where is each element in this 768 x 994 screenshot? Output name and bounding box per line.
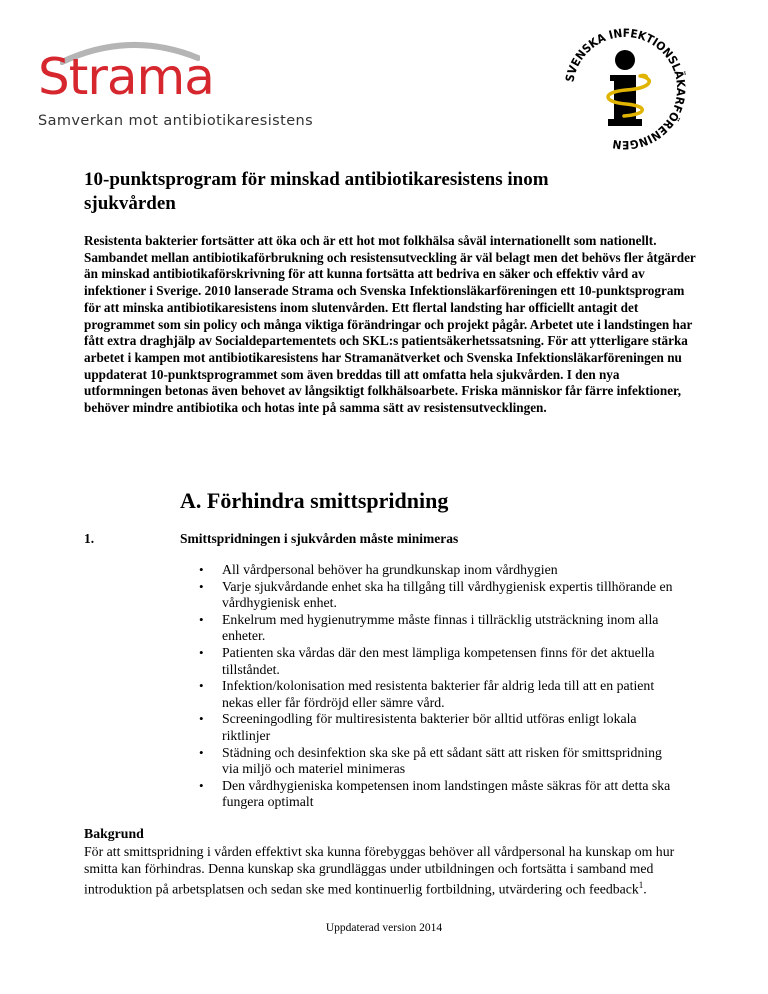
list-item bbox=[199, 644, 682, 678]
document-title: 10-punktsprogram för minskad antibiotikaresistens inom sjukvården bbox=[84, 169, 549, 214]
list-item bbox=[199, 562, 682, 579]
page-footer: Uppdaterad version 2014 bbox=[325, 922, 443, 934]
strama-logo-text: Strama bbox=[38, 48, 214, 106]
bullet-icon: • bbox=[199, 644, 204, 660]
point-title: Smittspridningen i sjukvården måste minimeras bbox=[180, 531, 459, 546]
footnote-reference[interactable]: 1 bbox=[638, 880, 644, 890]
list-item bbox=[199, 611, 682, 645]
bullet-icon: • bbox=[199, 678, 204, 694]
bullet-icon: • bbox=[199, 578, 204, 594]
point-number: 1. bbox=[84, 531, 95, 546]
bullet-text: Den vårdhygieniska kompetensen inom landstingen måste säkras för att detta ska fungera optimalt bbox=[222, 777, 671, 810]
bullet-icon: • bbox=[199, 562, 204, 577]
bullet-text: Varje sjukvårdande enhet ska ha tillgång till vårdhygienisk expertis tillhörande en vårdhygienisk enhet. bbox=[222, 578, 673, 611]
bullet-text: Patienten ska vårdas där den mest lämpliga kompetensen finns för det aktuella tillståndet. bbox=[222, 644, 655, 677]
bullet-text: Enkelrum med hygienutrymme måste finnas i tillräcklig utsträckning inom alla enheter. bbox=[222, 611, 659, 644]
list-item bbox=[199, 578, 682, 612]
bullet-text: All vårdpersonal behöver ha grundkunskap inom vårdhygien bbox=[222, 562, 558, 577]
bullet-icon: • bbox=[199, 711, 204, 727]
strama-tagline: Samverkan mot antibiotikaresistens bbox=[38, 113, 314, 129]
intro-paragraph: Resistenta bakterier fortsätter att öka och är ett hot mot folkhälsa såväl internationellt som nationellt. Sambandet mellan antibiotikaförbrukning och resistensutveckling är väl belagt men det behövs fler åtgärder än minskad antibiotikaförskrivning för att kunna fortsätta att bedriva en säker och effektiv vård av infektioner i Sverige. 2010 lanserade Strama och Svenska Infektionsläkarföreningen ett 10-punktsprogram för att minska antibiotikaresistens inom slutenvården. Ett flertal landsting har officiellt antagit det programmet som sin policy och många viktiga förändringar och projekt pågår. Arbetet ute i landstingen har fått extra draghjälp av Socialdepartementets och SKL:s patientsäkerhetssatsning. För att ytterligare stärka arbetet i kampen mot antibiotikaresistens har Stramanätverket och Svenska Infektionsläkarföreningen nu uppdaterat 10-punktsprogrammet som även breddas till att omfatta hela sjukvården. I den nya utformningen betonas även behovet av långsiktigt folkhälsoarbete. Friska människor får färre infektioner, behöver mindre antibiotika och hotas inte på samma sätt av resistensutvecklingen. bbox=[84, 233, 696, 416]
bullet-text: Infektion/kolonisation med resistenta bakterier får aldrig leda till att en patient nekas eller får fördröjd eller sämre vård. bbox=[222, 678, 655, 710]
bullet-text: Screeningodling för multiresistenta bakterier bör alltid utföras enligt lokala riktlinjer bbox=[222, 711, 637, 743]
bullet-text: Städning och desinfektion ska ske på ett sådant sätt att risken för smittspridning via miljö och materiel minimeras bbox=[222, 744, 662, 777]
background-text-end: . bbox=[643, 881, 647, 897]
infektionslakarforeningen-seal-icon bbox=[556, 20, 694, 158]
list-item bbox=[199, 711, 682, 744]
bullet-icon: • bbox=[199, 777, 204, 793]
background-heading: Bakgrund bbox=[84, 826, 144, 841]
bullet-icon: • bbox=[199, 611, 204, 627]
bullet-icon: • bbox=[199, 744, 204, 760]
list-item bbox=[199, 678, 682, 711]
list-item bbox=[199, 744, 682, 778]
section-heading: A. Förhindra smittspridning bbox=[180, 488, 449, 513]
list-item bbox=[199, 777, 682, 811]
background-text: För att smittspridning i vården effektivt ska kunna förebyggas behöver all vårdpersonal ha kunskap om hur smitta kan förhindras. Denna kunskap ska grundläggas under utbildningen och fortsätta i samband med introduktion på arbetsplatsen och sedan ske med kontinuerlig fortbildning, utvärdering och feedback bbox=[84, 844, 675, 897]
bullet-list bbox=[199, 562, 682, 811]
seal-ring-text: SVENSKA INFEKTIONSLÄKARFÖRENINGEN bbox=[562, 25, 689, 153]
background-paragraph bbox=[84, 843, 684, 898]
